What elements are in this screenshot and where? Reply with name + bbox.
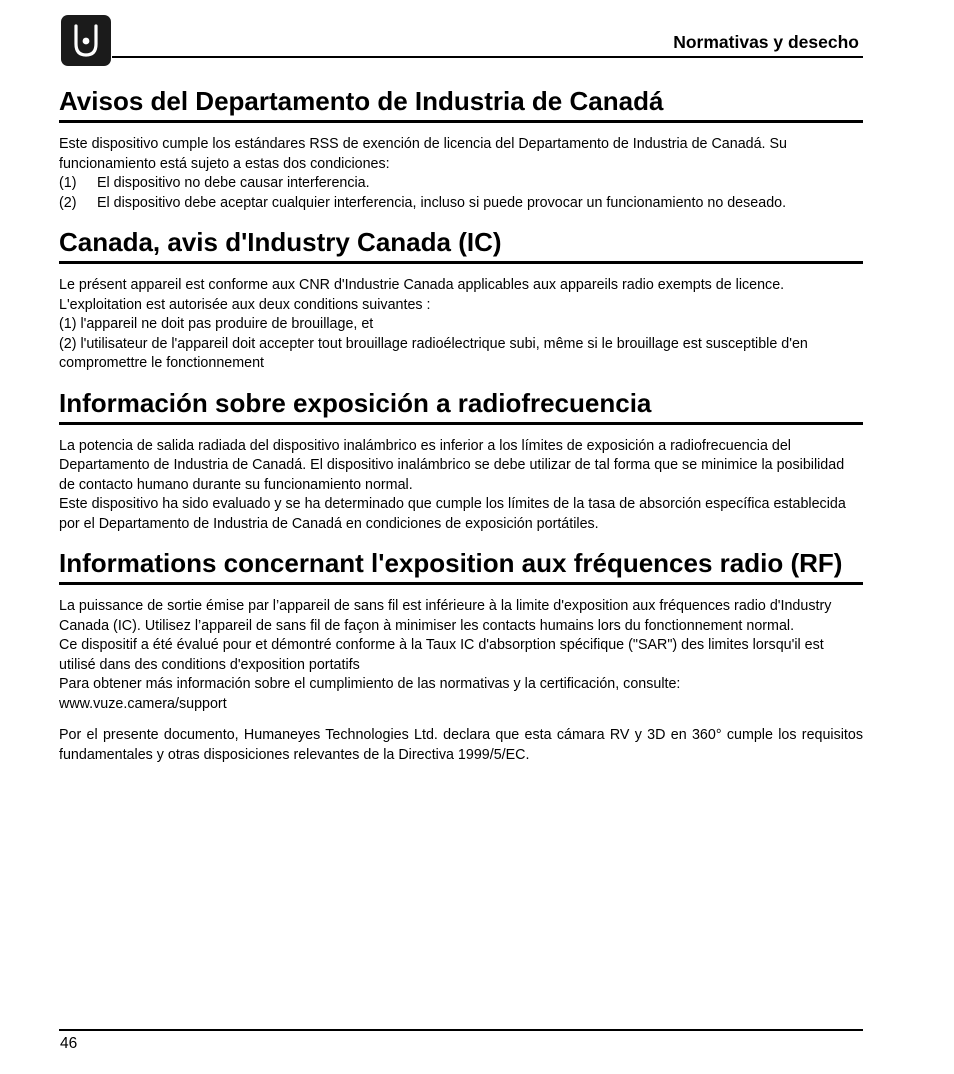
section-industry-canada-es xyxy=(59,84,863,213)
list-item-number: (1) xyxy=(59,175,77,191)
section-industry-canada-fr xyxy=(59,225,863,374)
section-title: Avisos del Departamento de Industria de Canadá xyxy=(59,84,863,123)
section-paragraph: (1) l'appareil ne doit pas produire de brouillage, et xyxy=(59,316,374,332)
section-title: Canada, avis d'Industry Canada (IC) xyxy=(59,225,863,264)
section-paragraph: Para obtener más información sobre el cumplimiento de las normativas y la certificación, consulte: xyxy=(59,676,681,692)
declaration-paragraph: Por el presente documento, Humaneyes Technologies Ltd. declara que esta cámara RV y 3D en 360° cumple los requisitos fundamentales y otras disposiciones relevantes de la Directiva 1999/5/EC. xyxy=(59,727,863,763)
section-paragraph: (2) l'utilisateur de l'appareil doit accepter tout brouillage radioélectrique subi, même si le brouillage est susceptible d'en compromettre le fonctionnement xyxy=(59,335,808,371)
section-rf-exposure-fr xyxy=(59,546,863,765)
page-content xyxy=(59,84,863,765)
section-paragraph: La potencia de salida radiada del dispositivo inalámbrico es inferior a los límites de exposición a radiofrecuencia del Departamento de Industria de Canadá. El dispositivo inalámbrico se debe utilizar de tal forma que se minimice la posibilidad de contacto humano durante su funcionamiento normal. xyxy=(59,437,845,493)
list-item xyxy=(59,194,863,214)
page-number: 46 xyxy=(60,1035,78,1052)
list-item-text: El dispositivo no debe causar interferencia. xyxy=(97,175,370,191)
support-link[interactable]: www.vuze.camera/support xyxy=(59,695,227,712)
section-title: Informations concernant l'exposition aux fréquences radio (RF) xyxy=(59,546,863,585)
list-item-number: (2) xyxy=(59,194,77,211)
list-item xyxy=(59,174,863,194)
footer-divider xyxy=(59,1029,863,1031)
list-item-text: El dispositivo debe aceptar cualquier interferencia, incluso si puede provocar un funcionamiento no deseado. xyxy=(97,194,787,211)
section-paragraph: Este dispositivo cumple los estándares RSS de exención de licencia del Departamento de Industria de Canadá. Su funcionamiento está sujeto a estas dos condiciones: xyxy=(59,136,787,172)
vuze-logo-icon xyxy=(61,15,111,66)
section-paragraph: Este dispositivo ha sido evaluado y se ha determinado que cumple los límites de la tasa de absorción específica establecida por el Departamento de Industria de Canadá en condiciones de exposición portátiles. xyxy=(59,496,846,532)
header-title: Normativas y desecho xyxy=(673,32,859,52)
section-paragraph: Ce dispositif a été évalué pour et démontré conforme à la Taux IC d'absorption spécifique ("SAR") des limites lorsqu'il est utilisé dans des conditions d'exposition portatifs xyxy=(59,637,824,673)
section-paragraph: La puissance de sortie émise par l’appareil de sans fil est inférieure à la limite d'exposition aux fréquences radio d'Industry Canada (IC). Utilisez l’appareil de sans fil de façon à minimiser les contacts humains lors du fonctionnement normal. xyxy=(59,598,832,634)
header-divider xyxy=(112,56,863,58)
section-paragraph: Le présent appareil est conforme aux CNR d'Industrie Canada applicables aux appareils radio exempts de licence. L'exploitation est autorisée aux deux conditions suivantes : xyxy=(59,277,785,313)
section-title: Información sobre exposición a radiofrecuencia xyxy=(59,386,863,425)
section-rf-exposure-es xyxy=(59,386,863,535)
